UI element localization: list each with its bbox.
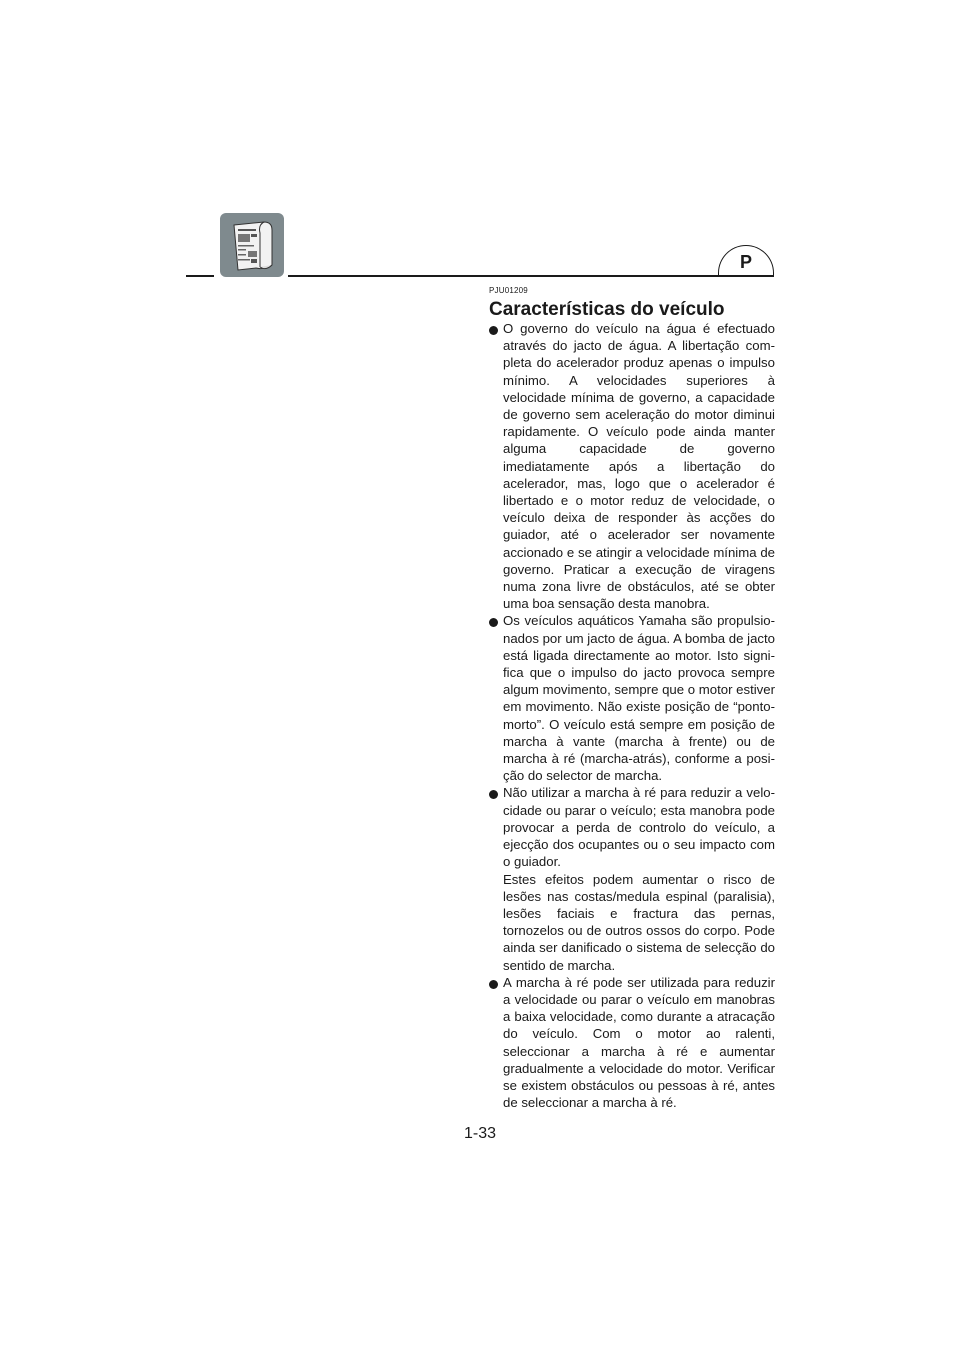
bullet-list — [489, 320, 775, 1111]
header-rule-right — [288, 275, 774, 277]
language-badge: P — [718, 245, 774, 275]
paragraph: Estes efeitos podem aumentar o risco de lesões nas costas/medula espinal (paralisia), lesões faciais e fractura das pernas, tornozelos ou de outros ossos do corpo. Pode ainda ser danificado o sistema de selecção do sentido de marcha. — [503, 871, 775, 973]
paragraph: Os veículos aquáticos Yamaha são propulsionados por um jacto de água. A bomba de jacto está ligada directamente ao motor. Isto significa que o impulso do jacto provoca sempre algum movimento, sempre que o motor estiver em movimento. Não existe posição de “ponto-morto”. O veículo está sempre em posição de marcha à vante (marcha à frente) ou de marcha à ré (marcha-atrás), conforme a posição do selector de marcha. — [503, 613, 775, 784]
bullet-icon — [489, 326, 498, 335]
list-item — [489, 974, 775, 1112]
section-title: Características do veículo — [489, 299, 725, 320]
section-code: PJU01209 — [489, 286, 528, 295]
bullet-icon — [489, 618, 498, 627]
paragraph: O governo do veículo na água é efectuado através do jacto de água. A libertação completa do acelerador produz apenas o impulso mínimo. A velocidades superiores à velocidade mínima de governo, a capacidade de governo sem aceleração do motor diminui rapidamente. O veículo pode ainda manter alguma capacidade de governo imediatamente após a libertação do acelerador, mas, logo que o acelerador é libertado e o motor reduz de velocidade, o veículo deixa de responder às acções do guiador, até o acelerador ser novamente accionado e se atingir a velocidade mínima de governo. Praticar a execução de viragens numa zona livre de obstáculos, até se obter uma boa sensação desta manobra. — [503, 321, 775, 612]
list-item — [489, 320, 775, 612]
paragraph: Não utilizar a marcha à ré para reduzir a velocidade ou parar o veículo; esta manobra pode provocar a perda de controlo do veículo, a ejecção dos ocupantes ou o seu impacto com o guiador. — [503, 785, 775, 870]
bullet-icon — [489, 980, 498, 989]
header-rule-left — [186, 275, 214, 277]
page-number: 1-33 — [463, 1125, 497, 1142]
manual-book-icon — [220, 213, 284, 277]
list-item — [489, 612, 775, 784]
paragraph: A marcha à ré pode ser utilizada para reduzir a velocidade ou parar o veículo em manobras a baixa velocidade, como durante a atracação do veículo. Com o motor ao ralenti, seleccionar a marcha à ré e aumentar gradualmente a velocidade do motor. Verificar se existem obstáculos ou pessoas à ré, antes de seleccionar a marcha à ré. — [503, 974, 775, 1111]
list-item — [489, 784, 775, 973]
bullet-icon — [489, 790, 498, 799]
